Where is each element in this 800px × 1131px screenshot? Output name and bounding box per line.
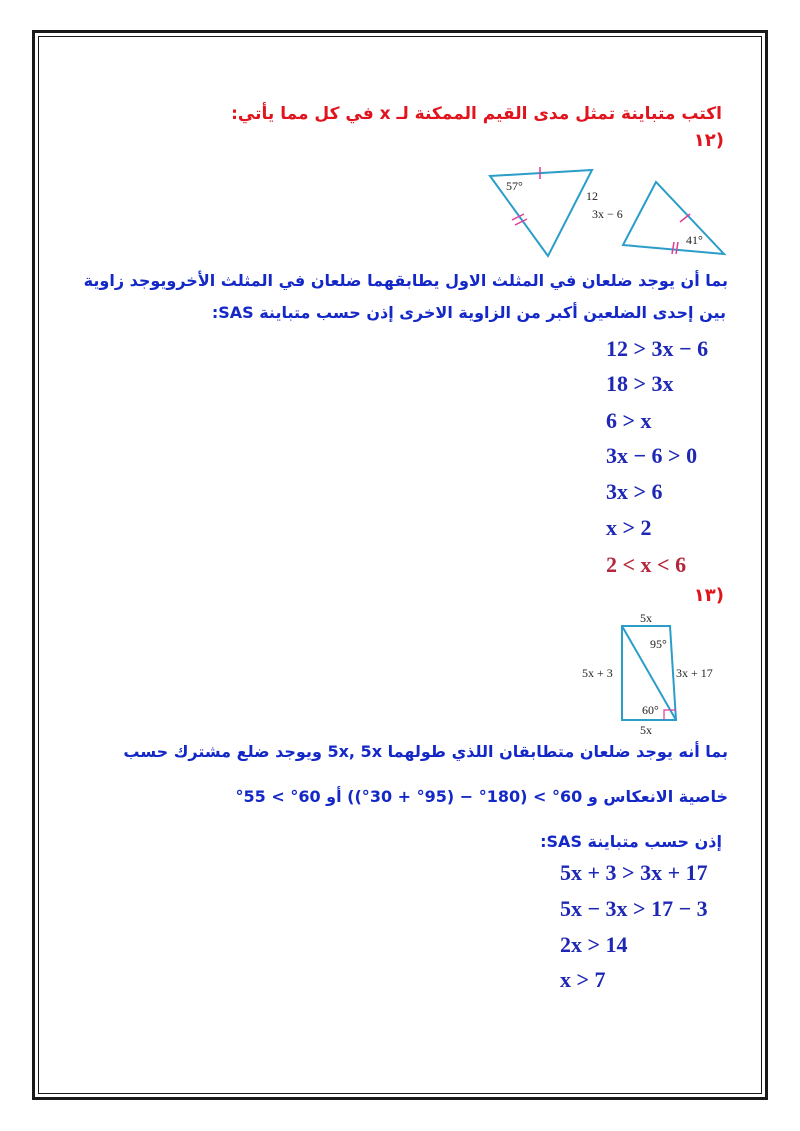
problem-number-12: (١٢ [693, 130, 724, 151]
side-12-label: 12 [586, 189, 598, 203]
step-12-2: 18 > 3x [606, 371, 674, 396]
problem-number-13: (١٣ [693, 585, 724, 606]
explanation-12-line1: بما أن يوجد ضلعان في المثلث الاول يطابقهما ضلعان في المثلث الأخرويوجد زاوية [83, 271, 728, 290]
angle-41-label: 41° [686, 233, 703, 247]
step-12-1: 12 > 3x − 6 [606, 336, 709, 361]
explanation-12-line2: بين إحدى الضلعين أكبر من الزاوية الاخرى إذن حسب متباينة SAS: [211, 303, 726, 322]
conclusion-13: إذن حسب متباينة SAS: [540, 832, 722, 851]
instruction-text: اكتب متباينة تمثل مدى القيم الممكنة لـ x في كل مما يأتي: [231, 104, 722, 124]
top-side-label: 5x [640, 611, 652, 625]
angle-95-label: 95° [650, 637, 667, 651]
explanation-13-line2: خاصية الانعكاس و 60° > (180° − (95° + 30°)) أو 60° > 55° [235, 787, 728, 806]
step-13-3: 2x > 14 [560, 932, 628, 957]
step-12-5: 3x > 6 [606, 479, 663, 504]
right-side-label: 3x + 17 [676, 666, 713, 680]
side-3x-6-label: 3x − 6 [592, 207, 623, 221]
step-13-4: x > 7 [560, 967, 606, 992]
step-13-1: 5x + 3 > 3x + 17 [560, 860, 708, 885]
quadrilateral-figure-13 [580, 610, 730, 740]
step-13-2: 5x − 3x > 17 − 3 [560, 896, 708, 921]
angle-60-label: 60° [642, 703, 659, 717]
step-12-3: 6 > x [606, 408, 652, 433]
answer-12: 2 < x < 6 [606, 552, 687, 577]
step-12-4: 3x − 6 > 0 [606, 443, 698, 468]
step-12-6: x > 2 [606, 515, 652, 540]
bottom-side-label: 5x [640, 723, 652, 737]
explanation-13-line1: بما أنه يوجد ضلعان متطابقان اللذي طولهما 5x, 5x ويوجد ضلع مشترك حسب [123, 742, 728, 761]
left-side-label: 5x + 3 [582, 666, 613, 680]
angle-57-label: 57° [506, 179, 523, 193]
triangles-figure-12 [480, 160, 740, 260]
